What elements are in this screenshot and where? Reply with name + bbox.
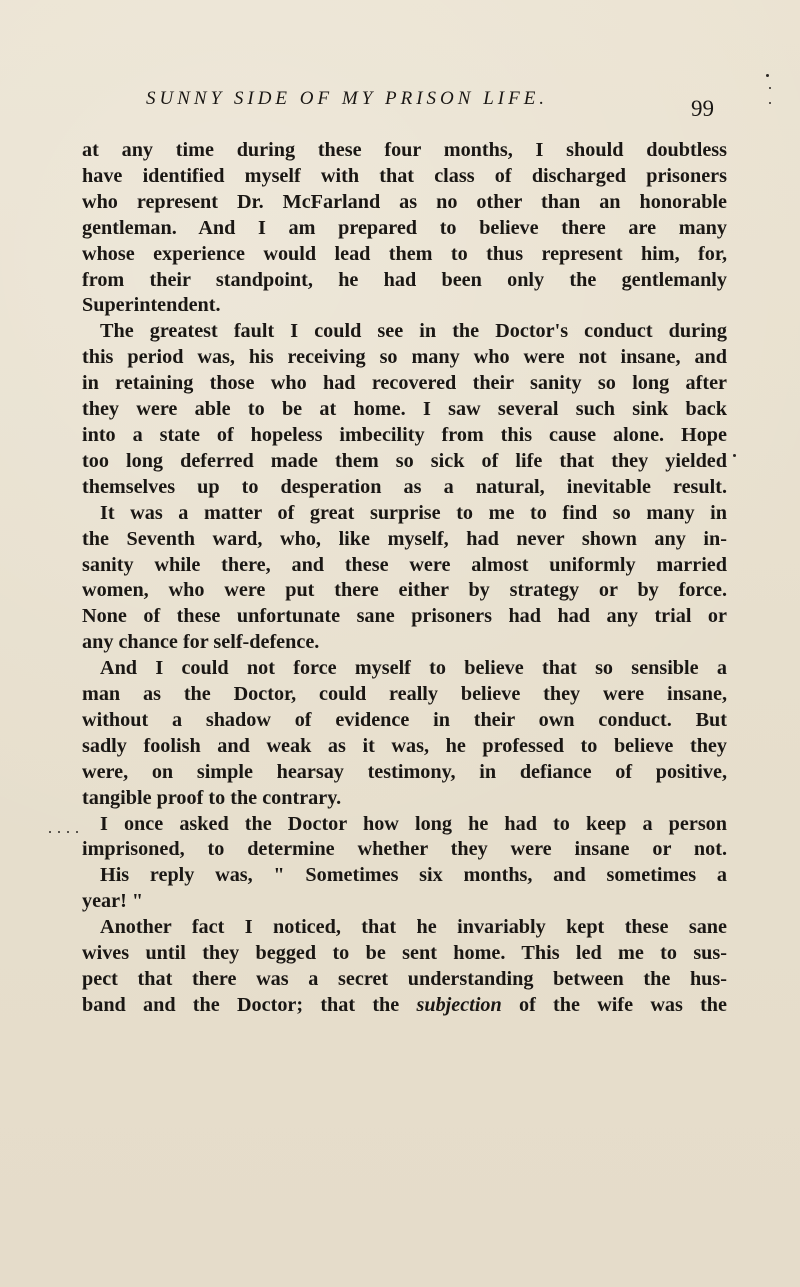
text-line: too long deferred made them so sick of life that they yielded (82, 449, 727, 472)
paper-speck (769, 102, 771, 104)
running-title: SUNNY SIDE OF MY PRISON LIFE. (146, 88, 549, 109)
text-line: the Seventh ward, who, like myself, had never shown any in- (82, 527, 727, 550)
text-line: gentleman. And I am prepared to believe there are many (82, 216, 727, 239)
paper-speck (67, 831, 69, 833)
text-line: man as the Doctor, could really believe they were insane, (82, 683, 727, 706)
text-line: imprisoned, to determine whether they were insane or not. (82, 838, 727, 861)
text-run: band and the Doctor; that the (82, 993, 417, 1016)
text-line: women, who were put there either by strategy or by force. (82, 579, 727, 602)
text-line: who represent Dr. McFarland as no other than an honorable (82, 190, 727, 213)
text-line: It was a matter of great surprise to me to find so many in (100, 501, 727, 524)
text-line: without a shadow of evidence in their own conduct. But (82, 708, 727, 731)
text-line: were, on simple hearsay testimony, in defiance of positive, (82, 760, 727, 783)
text-line: have identified myself with that class of discharged prisoners (82, 164, 727, 187)
text-line: any chance for self-defence. (82, 631, 320, 654)
text-line: I once asked the Doctor how long he had to keep a person (100, 812, 727, 835)
paper-speck (769, 87, 771, 89)
paper-speck (766, 74, 769, 77)
text-line: sadly foolish and weak as it was, he professed to believe they (82, 734, 727, 757)
text-line: pect that there was a secret understanding between the hus- (82, 968, 727, 990)
paper-speck (49, 831, 51, 833)
italic-word: subjection (416, 993, 502, 1016)
text-line: into a state of hopeless imbecility from this cause alone. Hope (82, 423, 727, 446)
text-line: whose experience would lead them to thus represent him, for, (82, 242, 727, 265)
text-line: they were able to be at home. I saw several such sink back (82, 398, 727, 421)
paper-speck (76, 831, 78, 833)
running-head (146, 88, 706, 110)
text-line: wives until they begged to be sent home. This led me to sus- (82, 942, 727, 965)
text-line: from their standpoint, he had been only the gentlemanly (82, 268, 727, 291)
text-line: at any time during these four months, I should doubtless (82, 139, 727, 161)
text-line: Superintendent. (82, 294, 221, 317)
text-line: None of these unfortunate sane prisoners had had any trial or (82, 605, 727, 628)
paper-speck (733, 454, 736, 457)
text-line: The greatest fault I could see in the Doctor's conduct during (100, 320, 727, 343)
text-line: this period was, his receiving so many who were not insane, and (82, 346, 727, 369)
paper-speck (58, 831, 60, 833)
text-line: themselves up to desperation as a natural, inevitable result. (82, 475, 727, 498)
text-line: Another fact I noticed, that he invariably kept these sane (100, 916, 727, 939)
text-line: year! " (82, 890, 144, 913)
text-run: of the wife was the (501, 993, 727, 1016)
body-text (82, 138, 727, 1019)
text-line: sanity while there, and these were almost uniformly married (82, 553, 727, 576)
text-line: in retaining those who had recovered their sanity so long after (82, 372, 727, 395)
text-line: His reply was, " Sometimes six months, and sometimes a (100, 864, 727, 887)
page-number: 99 (691, 96, 714, 121)
text-line: And I could not force myself to believe that so sensible a (100, 657, 727, 680)
text-line: tangible proof to the contrary. (82, 786, 342, 809)
text-line (82, 993, 727, 1019)
